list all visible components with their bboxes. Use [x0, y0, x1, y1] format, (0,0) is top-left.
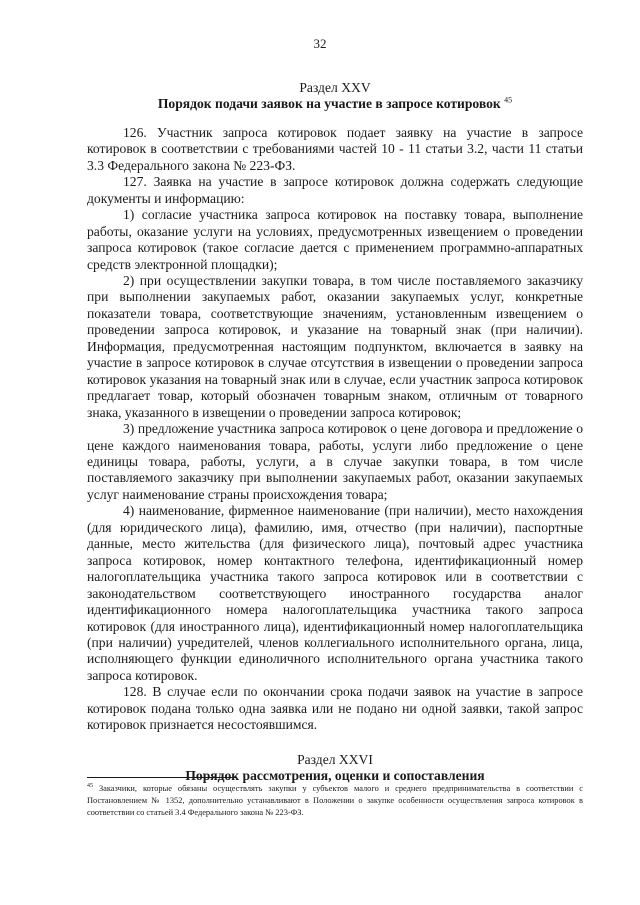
- footnote: [87, 783, 583, 819]
- footnote-divider: [87, 777, 237, 778]
- section-heading-text: Порядок подачи заявок на участие в запросе котировок: [157, 96, 501, 112]
- footnote-text: Заказчики, которые обязаны осуществлять закупки у субъектов малого и среднего предпринимательства в соответствии с Постановлением № 1352, дополнительно устанавливают в Положении о закупке особенности осуществления запроса котировок в соответствии со статьей 3.4 Федерального закона № 223-ФЗ.: [87, 784, 584, 817]
- paragraph-126: 126. Участник запроса котировок подает заявку на участие в запросе котировок в соответствии с требованиями частей 10 - 11 статьи 3.2, части 11 статьи 3.3 Федерального закона № 223-ФЗ.: [87, 124, 583, 173]
- footnote-marker: 45: [87, 783, 93, 790]
- section-heading: [87, 96, 583, 112]
- paragraph-127: 127. Заявка на участие в запросе котировок должна содержать следующие документы и информацию:: [87, 174, 583, 206]
- section-title: Раздел XXV: [299, 80, 371, 95]
- paragraph-128: 128. В случае если по окончании срока подачи заявок на участие в запросе котировок подана только одна заявка или не подано ни одной заявки, такой запрос котировок признается несостоявшимся.: [87, 684, 583, 733]
- list-item-4: 4) наименование, фирменное наименование (при наличии), место нахождения (для юридического лица), фамилию, имя, отчество (при наличии), паспортные данные, место жительства (для физического лица), почтовый адрес участника запроса котировок, номер контактного телефона, идентификационный номер налогоплательщика участника такого запроса котировок или в соответствии с законодательством соответствующего иностранного государства аналог идентификационного номера налогоплательщика участника такого запроса котировок (для иностранного лица), идентификационный номер налогоплательщика (при наличии) учредителей, членов коллегиального исполнительного органа, лица, исполняющего функции единоличного исполнительного органа участника такого запроса котировок.: [87, 503, 583, 683]
- document-body: [87, 80, 583, 785]
- page-number: 32: [313, 36, 327, 51]
- list-item-2: 2) при осуществлении закупки товара, в том числе поставляемого заказчику при выполнении закупаемых работ, оказании закупаемых услуг, конкретные показатели товара, соответствующие значениям, установленным извещением о проведении запроса котировок, и указание на товарный знак (при наличии). Информация, предусмотренная настоящим подпунктом, включается в заявку на участие в запросе котировок в случае отсутствия в извещении о проведении запроса котировок указания на товарный знак или в случае, если участник запроса котировок предлагает товар, который обозначен товарным знаком, отличным от товарного знака, указанного в извещении о проведении запроса котировок;: [87, 272, 583, 420]
- footnote-reference[interactable]: 45: [504, 95, 513, 105]
- list-item-3: 3) предложение участника запроса котировок о цене договора и предложение о цене каждого наименования товара, работы, услуги либо предложение о цене единицы товара, работы, услуги, а в случае закупки товара, в том числе поставляемого заказчику при выполнении закупаемых работ, оказании закупаемых услуг наименование страны происхождения товара;: [87, 421, 583, 502]
- list-item-1: 1) согласие участника запроса котировок на поставку товара, выполнение работы, оказание услуги на условиях, предусмотренных извещением о проведении запроса котировок (такое согласие дается с применением программно-аппаратных средств электронной площадки);: [87, 207, 583, 272]
- section-heading: Порядок рассмотрения, оценки и сопоставления: [185, 768, 485, 784]
- section-title: Раздел XXVI: [297, 751, 373, 767]
